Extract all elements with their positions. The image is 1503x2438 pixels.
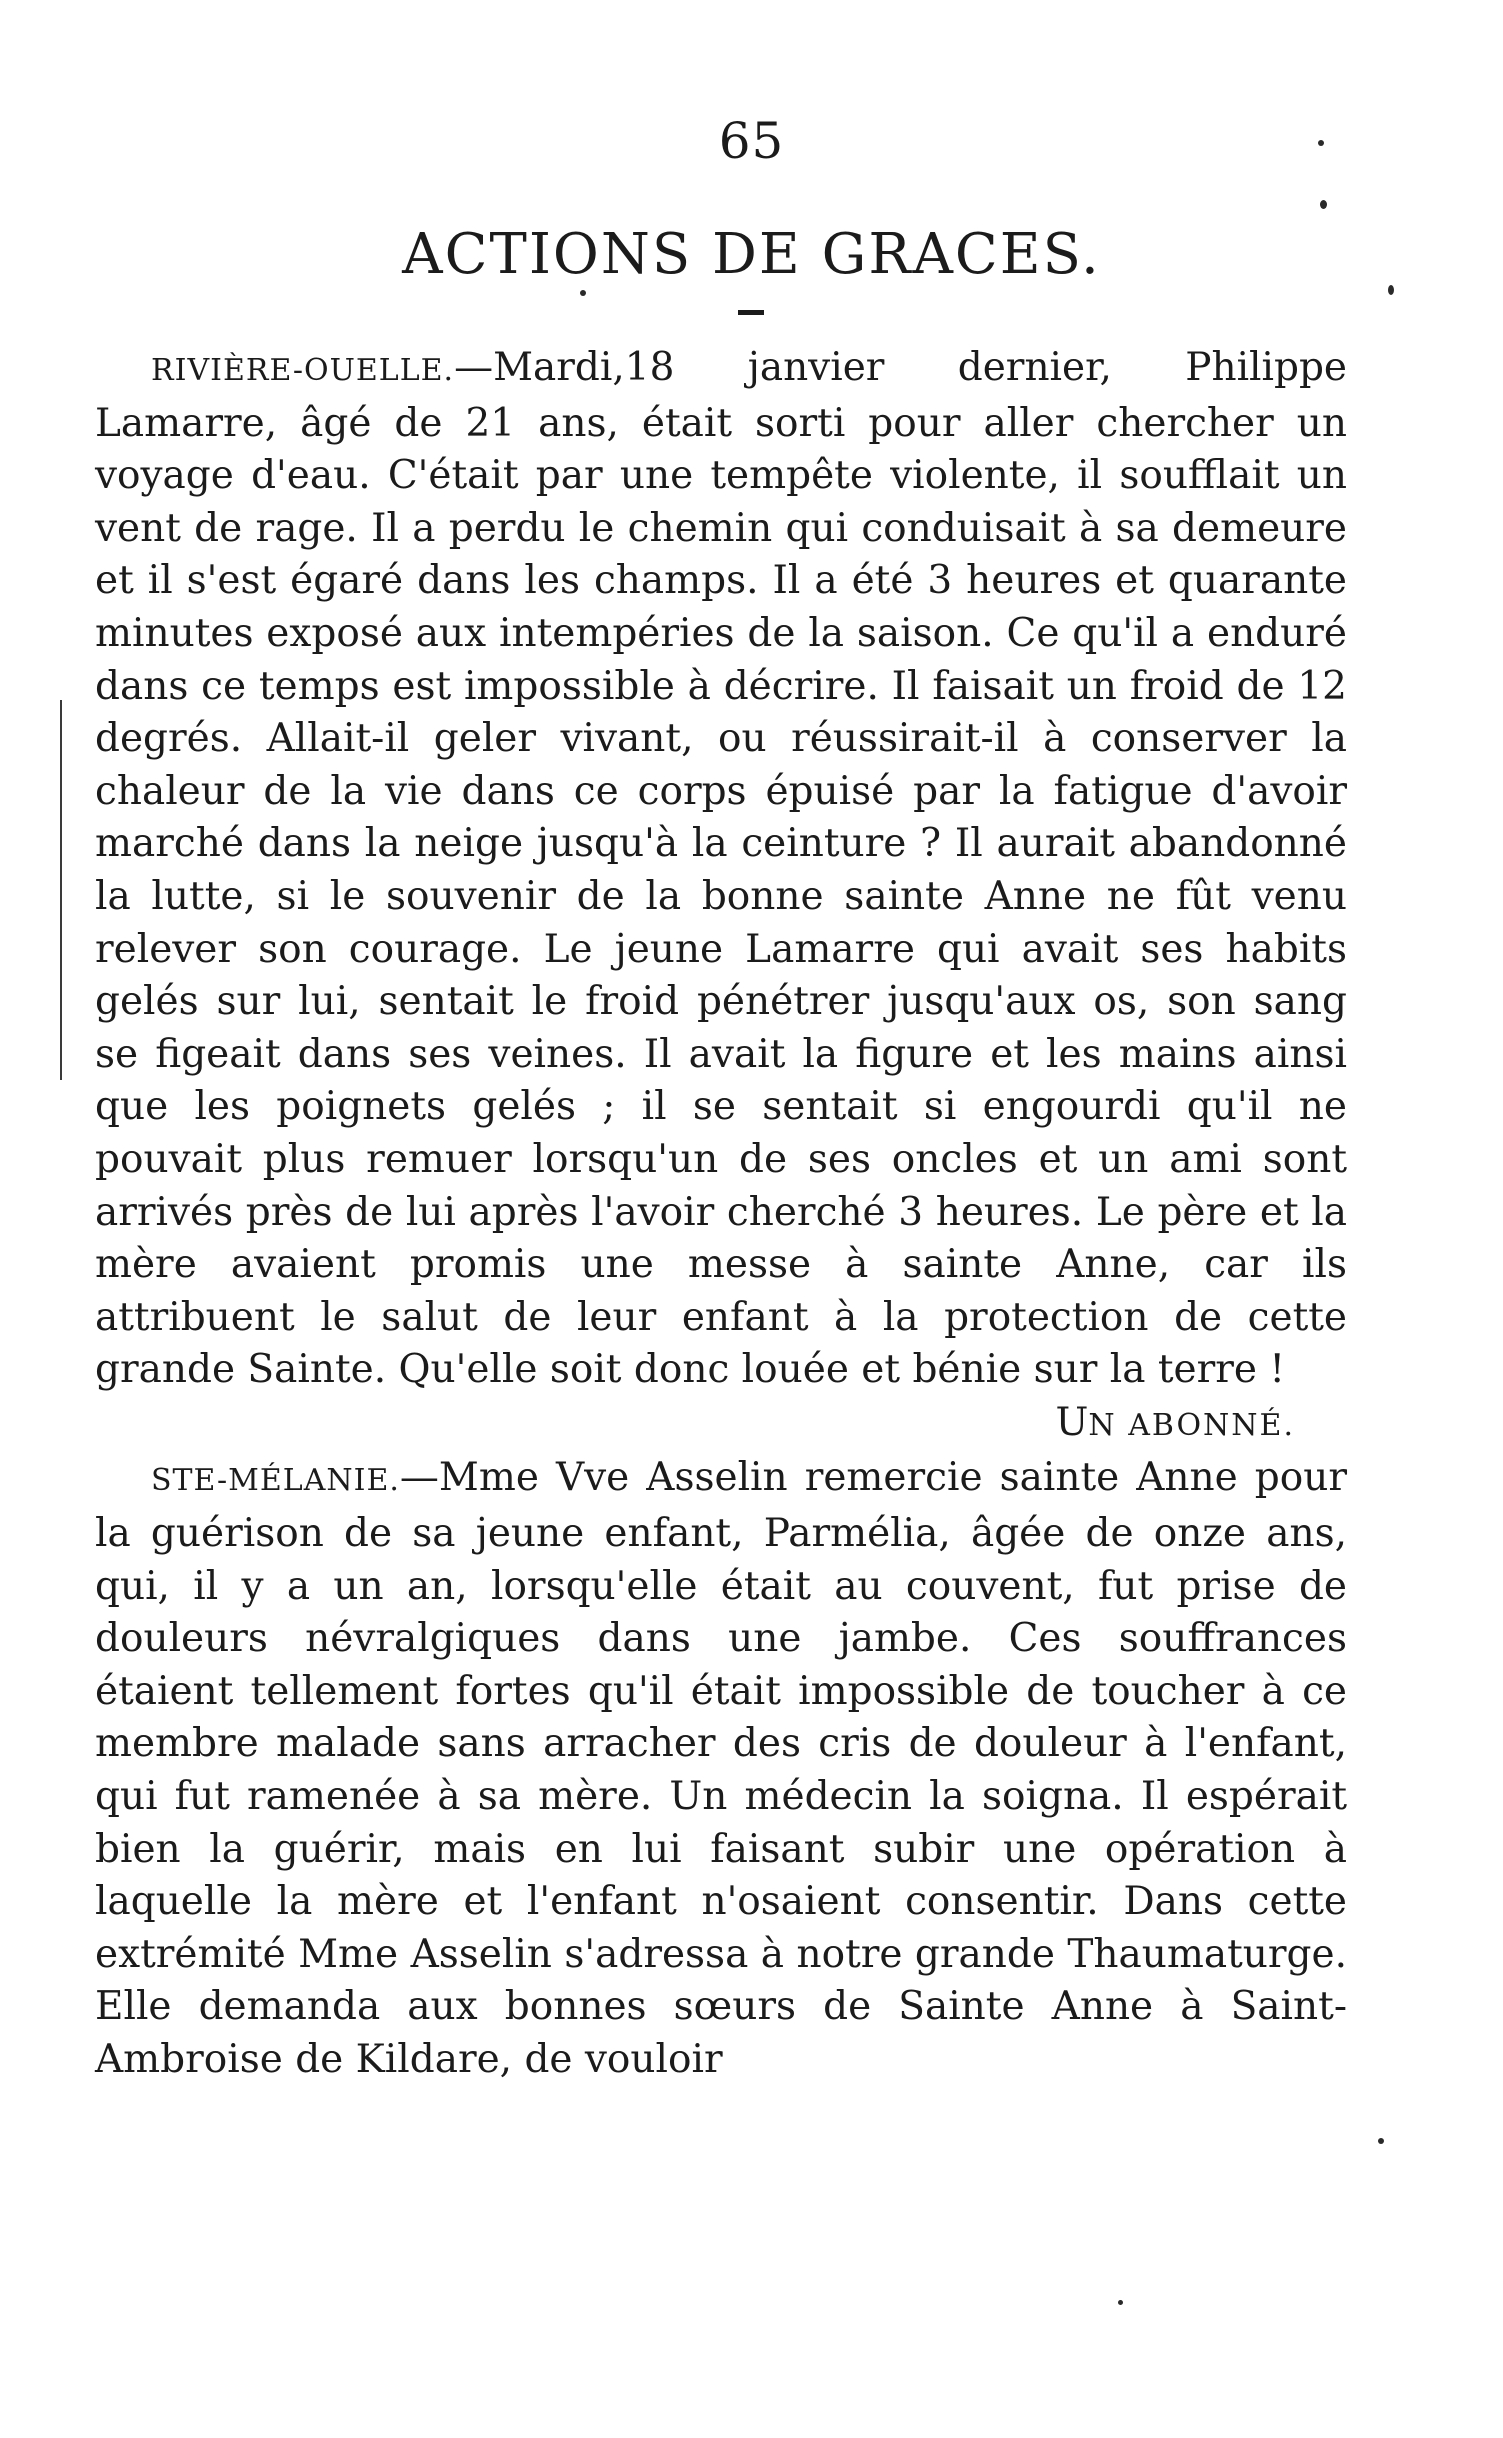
article-riviere-ouelle [95,342,1347,1397]
page-title: ACTIONS DE GRACES. [402,222,1101,287]
article-body [95,342,1347,2087]
place-name: STE-MÉLANIE. [151,1463,400,1499]
place-name: RIVIÈRE-OUELLE. [151,353,455,388]
scan-speck [1378,2138,1384,2144]
scan-speck [1318,140,1324,146]
article-text: —Mme Vve Asselin remercie sainte Anne pour la guérison de sa jeune enfant, Parmélia, âgée de onze ans, qui, il y a un an, lorsqu'elle était au couvent, fut prise de douleurs névralgiques dans une jambe. Ces souffrances étaient tellement fortes qu'il était impossible de toucher à ce membre malade sans arracher des cris de douleur à l'enfant, qui fut ramenée à sa mère. Un médecin la soigna. Il espérait bien la guérir, mais en lui faisant subir une opération à laquelle la mère et l'enfant n'osaient consentir. Dans cette extrémité Mme Asselin s'adressa à notre grande Thaumaturge. Elle demanda aux bonnes sœurs de Sainte Anne à Saint-Ambroise de Kildare, de vouloir [95,1455,1347,2082]
scan-speck [1118,2300,1123,2305]
scan-speck [580,290,586,296]
article-ste-melanie [95,1452,1347,2086]
scan-speck [1320,200,1327,209]
title-rule [738,310,764,315]
article-text: —Mardi,18 janvier dernier, Philippe Lamarre, âgé de 21 ans, était sorti pour aller chercher un voyage d'eau. C'était par une tempête violente, il soufflait un vent de rage. Il a perdu le chemin qui conduisait à sa demeure et il s'est égaré dans les champs. Il a été 3 heures et quarante minutes exposé aux intempéries de la saison. Ce qu'il a enduré dans ce temps est impossible à décrire. Il faisait un froid de 12 degrés. Allait-il geler vivant, ou réussirait-il à conserver la chaleur de la vie dans ce corps épuisé par la fatigue d'avoir marché dans la neige jusqu'à la ceinture ? Il aurait abandonné la lutte, si le souvenir de la bonne sainte Anne ne fût venu relever son courage. Le jeune Lamarre qui avait ses habits gelés sur lui, sentait le froid pénétrer jusqu'aux os, son sang se figeait dans ses veines. Il avait la figure et les mains ainsi que les poignets gelés ; il se sentait si engourdi qu'il ne pouvait plus remuer lorsqu'un de ses oncles et un ami sont arrivés près de lui après l'avoir cherché 3 heures. Le père et la mère avaient promis une messe à sainte Anne, car ils attribuent le salut de leur enfant à la protection de cette grande Sainte. Qu'elle soit donc louée et bénie sur la terre ! [95,345,1347,1393]
margin-mark [60,700,62,1080]
page-number: 65 [718,112,785,170]
scan-speck [1388,285,1394,295]
signature: UN ABONNÉ. [1055,1399,1295,1445]
